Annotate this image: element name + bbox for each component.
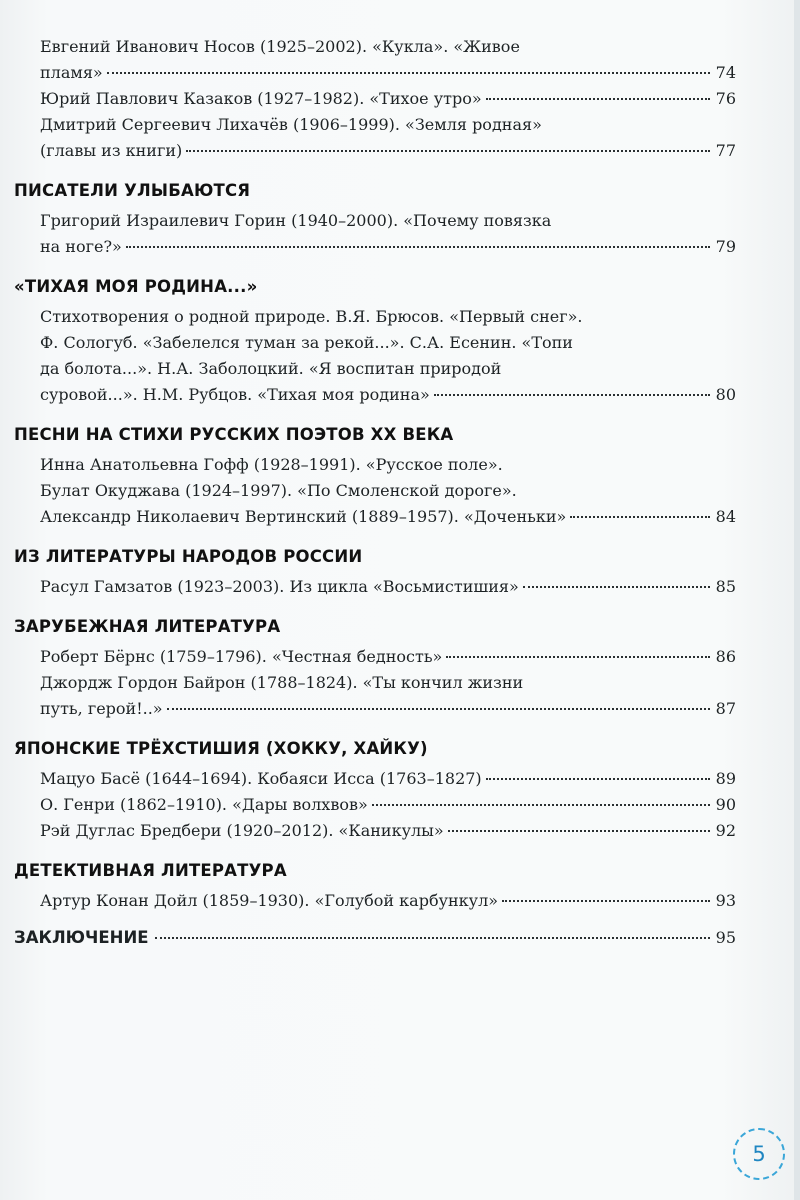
toc-entry-text: О. Генри (1862–1910). «Дары волхвов» [40,795,368,814]
toc-entry-songs[interactable] [40,452,736,530]
toc-entry-henry[interactable] [40,792,736,818]
leader-dots [107,72,710,74]
toc-section-foreign [14,614,736,722]
toc-entry-gorin[interactable] [40,208,736,260]
toc-section-japanese [14,736,736,844]
toc-entry-nosov[interactable] [40,34,736,86]
leader-dots [523,586,710,588]
toc-entry-text: (главы из книги) [40,141,183,160]
toc-page-number: 87 [715,699,736,718]
toc-page-number: 89 [715,769,736,788]
toc-entry-text: Булат Окуджава (1924–1997). «По Смоленской дороге». [40,481,517,500]
leader-dots [486,98,710,100]
toc-entry-text: Рэй Дуглас Бредбери (1920–2012). «Каникулы» [40,821,444,840]
toc-entry-text: Джордж Гордон Байрон (1788–1824). «Ты кончил жизни [40,673,524,692]
toc-entry-text: Ф. Сологуб. «Забелелся туман за рекой...». С.А. Есенин. «Топи [40,333,573,352]
toc-page-number: 79 [715,237,736,256]
page-number-badge: 5 [733,1128,785,1180]
toc-page-number: 95 [715,928,736,947]
section-heading: ПЕСНИ НА СТИХИ РУССКИХ ПОЭТОВ XX ВЕКА [14,425,454,444]
leader-dots [372,804,710,806]
toc-section-quiet-homeland [14,274,736,408]
toc-entry-gamzatov[interactable] [40,574,736,600]
toc-entry-doyle[interactable] [40,888,736,914]
toc-entry-text: суровой...». Н.М. Рубцов. «Тихая моя родина» [40,385,430,404]
section-heading: ДЕТЕКТИВНАЯ ЛИТЕРАТУРА [14,861,287,880]
section-heading: ИЗ ЛИТЕРАТУРЫ НАРОДОВ РОССИИ [14,547,363,566]
toc-entry-text: Мацуо Басё (1644–1694). Кобаяси Исса (1763–1827) [40,769,482,788]
toc-page-number: 90 [715,795,736,814]
section-heading: ЗАРУБЕЖНАЯ ЛИТЕРАТУРА [14,617,281,636]
toc-entry-text: Расул Гамзатов (1923–2003). Из цикла «Восьмистишия» [40,577,519,596]
toc-section-conclusion[interactable] [14,928,736,954]
toc-section-detective [14,858,736,914]
leader-dots [448,830,710,832]
toc-page-number: 77 [715,141,736,160]
leader-dots [155,937,710,939]
toc-entry-text: пламя» [40,63,103,82]
toc-page-number: 85 [715,577,736,596]
toc-entry-byron[interactable] [40,670,736,722]
table-of-contents [14,34,736,954]
toc-entry-basho[interactable] [40,766,736,792]
toc-section-continuation [14,34,736,164]
toc-page-number: 84 [715,507,736,526]
leader-dots [167,708,710,710]
toc-entry-burns[interactable] [40,644,736,670]
toc-page-number: 80 [715,385,736,404]
toc-section-songs [14,422,736,530]
leader-dots [126,246,710,248]
toc-entry-text: Стихотворения о родной природе. В.Я. Брюсов. «Первый снег». [40,307,583,326]
section-heading: ПИСАТЕЛИ УЛЫБАЮТСЯ [14,181,251,200]
toc-entry-text: Роберт Бёрнс (1759–1796). «Честная бедность» [40,647,443,666]
toc-page-number: 86 [715,647,736,666]
leader-dots [186,150,710,152]
leader-dots [434,394,710,396]
toc-entry-text: Александр Николаевич Вертинский (1889–1957). «Доченьки» [40,507,567,526]
toc-section-peoples [14,544,736,600]
toc-entry-text: Артур Конан Дойл (1859–1930). «Голубой карбункул» [40,891,499,910]
toc-entry-likhachev[interactable] [40,112,736,164]
toc-page-number: 93 [715,891,736,910]
leader-dots [502,900,710,902]
toc-page-number: 74 [715,63,736,82]
toc-entry-text: Юрий Павлович Казаков (1927–1982). «Тихое утро» [40,89,482,108]
toc-entry-text: на ноге?» [40,237,122,256]
toc-entry-nature-poems[interactable] [40,304,736,408]
section-heading: ЯПОНСКИЕ ТРЁХСТИШИЯ (ХОККУ, ХАЙКУ) [14,739,428,758]
page-edge [794,0,800,1200]
toc-entry-text: путь, герой!..» [40,699,163,718]
section-heading: «ТИХАЯ МОЯ РОДИНА...» [14,277,258,296]
section-heading: ЗАКЛЮЧЕНИЕ [14,928,149,947]
toc-entry-kazakov[interactable] [40,86,736,112]
leader-dots [446,656,710,658]
toc-page-number: 76 [715,89,736,108]
toc-page-number: 92 [715,821,736,840]
toc-entry-text: Дмитрий Сергеевич Лихачёв (1906–1999). «Земля родная» [40,115,542,134]
toc-entry-text: Григорий Израилевич Горин (1940–2000). «Почему повязка [40,211,552,230]
leader-dots [570,516,710,518]
toc-section-writers-smile [14,178,736,260]
toc-entry-bradbury[interactable] [40,818,736,844]
toc-entry-text: да болота...». Н.А. Заболоцкий. «Я воспитан природой [40,359,502,378]
leader-dots [486,778,710,780]
toc-entry-text: Евгений Иванович Носов (1925–2002). «Кукла». «Живое [40,37,520,56]
toc-entry-text: Инна Анатольевна Гофф (1928–1991). «Русское поле». [40,455,503,474]
